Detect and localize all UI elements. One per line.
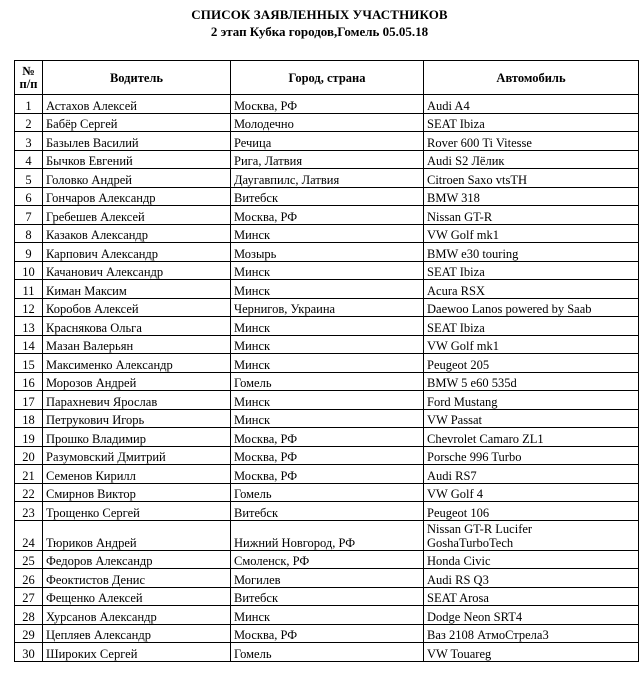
row-number: 28 bbox=[15, 606, 43, 625]
table-row bbox=[15, 317, 639, 336]
car-cell bbox=[424, 520, 639, 550]
car-cell: SEAT Ibiza bbox=[424, 261, 639, 280]
city-cell: Смоленск, РФ bbox=[231, 550, 424, 569]
table-row bbox=[15, 206, 639, 225]
car-cell: VW Golf mk1 bbox=[424, 224, 639, 243]
row-number: 4 bbox=[15, 150, 43, 169]
driver-cell: Бабёр Сергей bbox=[43, 113, 231, 132]
car-cell: SEAT Ibiza bbox=[424, 317, 639, 336]
driver-cell: Прошко Владимир bbox=[43, 428, 231, 447]
driver-cell: Краснякова Ольга bbox=[43, 317, 231, 336]
table-row bbox=[15, 280, 639, 299]
table-row bbox=[15, 569, 639, 588]
row-number: 12 bbox=[15, 298, 43, 317]
city-cell: Москва, РФ bbox=[231, 95, 424, 114]
car-cell: Rover 600 Ti Vitesse bbox=[424, 132, 639, 151]
driver-cell: Киман Максим bbox=[43, 280, 231, 299]
row-number: 7 bbox=[15, 206, 43, 225]
city-cell: Москва, РФ bbox=[231, 465, 424, 484]
city-cell: Витебск bbox=[231, 187, 424, 206]
car-line-1: Nissan GT-R Lucifer bbox=[427, 521, 533, 536]
city-cell: Молодечно bbox=[231, 113, 424, 132]
city-cell: Минск bbox=[231, 409, 424, 428]
table-row bbox=[15, 224, 639, 243]
row-number: 29 bbox=[15, 624, 43, 643]
car-cell: BMW 5 e60 535d bbox=[424, 372, 639, 391]
city-cell: Нижний Новгород, РФ bbox=[231, 520, 424, 550]
table-row bbox=[15, 587, 639, 606]
row-number: 10 bbox=[15, 261, 43, 280]
table-header-row bbox=[15, 61, 639, 95]
city-cell: Могилев bbox=[231, 569, 424, 588]
table-row bbox=[15, 335, 639, 354]
row-number: 6 bbox=[15, 187, 43, 206]
table-row bbox=[15, 298, 639, 317]
table-row bbox=[15, 624, 639, 643]
table-row bbox=[15, 391, 639, 410]
car-cell: Ваз 2108 АтмоСтрела3 bbox=[424, 624, 639, 643]
driver-cell: Парахневич Ярослав bbox=[43, 391, 231, 410]
document-subtitle: 2 этап Кубка городов,Гомель 05.05.18 bbox=[210, 24, 429, 39]
car-cell: Nissan GT-R bbox=[424, 206, 639, 225]
car-cell: Audi RS Q3 bbox=[424, 569, 639, 588]
driver-cell: Базылев Василий bbox=[43, 132, 231, 151]
row-number: 13 bbox=[15, 317, 43, 336]
row-number: 17 bbox=[15, 391, 43, 410]
column-header-number-line1: № bbox=[22, 63, 35, 78]
row-number: 23 bbox=[15, 502, 43, 521]
driver-cell: Хурсанов Александр bbox=[43, 606, 231, 625]
driver-cell: Феоктистов Денис bbox=[43, 569, 231, 588]
column-header-number bbox=[15, 61, 43, 95]
row-number: 5 bbox=[15, 169, 43, 188]
table-row bbox=[15, 113, 639, 132]
row-number: 8 bbox=[15, 224, 43, 243]
table-row bbox=[15, 409, 639, 428]
row-number: 22 bbox=[15, 483, 43, 502]
city-cell: Минск bbox=[231, 335, 424, 354]
row-number: 21 bbox=[15, 465, 43, 484]
city-cell: Мозырь bbox=[231, 243, 424, 262]
city-cell: Москва, РФ bbox=[231, 206, 424, 225]
car-cell: BMW 318 bbox=[424, 187, 639, 206]
city-cell: Минск bbox=[231, 317, 424, 336]
row-number: 14 bbox=[15, 335, 43, 354]
row-number: 30 bbox=[15, 643, 43, 662]
car-cell: Porsche 996 Turbo bbox=[424, 446, 639, 465]
city-cell: Москва, РФ bbox=[231, 624, 424, 643]
driver-cell: Максименко Александр bbox=[43, 354, 231, 373]
car-cell: Daewoo Lanos powered by Saab bbox=[424, 298, 639, 317]
car-cell: VW Golf mk1 bbox=[424, 335, 639, 354]
table-row bbox=[15, 95, 639, 114]
car-line-2: GoshaTurboTech bbox=[427, 535, 514, 550]
city-cell: Чернигов, Украина bbox=[231, 298, 424, 317]
table-row bbox=[15, 606, 639, 625]
table-row bbox=[15, 502, 639, 521]
table-row bbox=[15, 150, 639, 169]
driver-cell: Петрукович Игорь bbox=[43, 409, 231, 428]
city-cell: Витебск bbox=[231, 502, 424, 521]
car-cell: VW Golf 4 bbox=[424, 483, 639, 502]
table-row bbox=[15, 520, 639, 550]
car-cell: Audi RS7 bbox=[424, 465, 639, 484]
driver-cell: Разумовский Дмитрий bbox=[43, 446, 231, 465]
row-number: 19 bbox=[15, 428, 43, 447]
row-number: 26 bbox=[15, 569, 43, 588]
driver-cell: Головко Андрей bbox=[43, 169, 231, 188]
driver-cell: Качанович Александр bbox=[43, 261, 231, 280]
car-cell: Chevrolet Camaro ZL1 bbox=[424, 428, 639, 447]
row-number: 27 bbox=[15, 587, 43, 606]
city-cell: Гомель bbox=[231, 483, 424, 502]
table-row bbox=[15, 446, 639, 465]
city-cell: Минск bbox=[231, 280, 424, 299]
car-cell: Peugeot 205 bbox=[424, 354, 639, 373]
table-row bbox=[15, 550, 639, 569]
table-row bbox=[15, 372, 639, 391]
car-cell: Acura RSX bbox=[424, 280, 639, 299]
car-cell: Peugeot 106 bbox=[424, 502, 639, 521]
driver-cell: Карпович Александр bbox=[43, 243, 231, 262]
driver-cell: Семенов Кирилл bbox=[43, 465, 231, 484]
car-cell: Citroen Saxo vtsTH bbox=[424, 169, 639, 188]
document-title: СПИСОК ЗАЯВЛЕННЫХ УЧАСТНИКОВ bbox=[191, 7, 448, 22]
table-row bbox=[15, 428, 639, 447]
car-cell: Honda Civic bbox=[424, 550, 639, 569]
driver-cell: Цепляев Александр bbox=[43, 624, 231, 643]
driver-cell: Бычков Евгений bbox=[43, 150, 231, 169]
driver-cell: Астахов Алексей bbox=[43, 95, 231, 114]
city-cell: Гомель bbox=[231, 643, 424, 662]
driver-cell: Федоров Александр bbox=[43, 550, 231, 569]
car-cell: SEAT Arosa bbox=[424, 587, 639, 606]
table-row bbox=[15, 243, 639, 262]
table-row bbox=[15, 354, 639, 373]
row-number: 16 bbox=[15, 372, 43, 391]
car-cell: Audi A4 bbox=[424, 95, 639, 114]
city-cell: Минск bbox=[231, 261, 424, 280]
city-cell: Рига, Латвия bbox=[231, 150, 424, 169]
city-cell: Даугавпилс, Латвия bbox=[231, 169, 424, 188]
driver-cell: Гребешев Алексей bbox=[43, 206, 231, 225]
row-number: 24 bbox=[15, 520, 43, 550]
car-cell: Dodge Neon SRT4 bbox=[424, 606, 639, 625]
car-cell: Ford Mustang bbox=[424, 391, 639, 410]
city-cell: Москва, РФ bbox=[231, 446, 424, 465]
city-cell: Гомель bbox=[231, 372, 424, 391]
driver-cell: Коробов Алексей bbox=[43, 298, 231, 317]
table-row bbox=[15, 483, 639, 502]
row-number: 11 bbox=[15, 280, 43, 299]
driver-cell: Трощенко Сергей bbox=[43, 502, 231, 521]
driver-cell: Широких Сергей bbox=[43, 643, 231, 662]
table-row bbox=[15, 132, 639, 151]
city-cell: Речица bbox=[231, 132, 424, 151]
city-cell: Минск bbox=[231, 354, 424, 373]
row-number: 9 bbox=[15, 243, 43, 262]
participants-table bbox=[14, 60, 639, 662]
column-header-number-line2: п/п bbox=[19, 76, 38, 91]
city-cell: Минск bbox=[231, 391, 424, 410]
row-number: 25 bbox=[15, 550, 43, 569]
table-row bbox=[15, 465, 639, 484]
driver-cell: Смирнов Виктор bbox=[43, 483, 231, 502]
car-cell: SEAT Ibiza bbox=[424, 113, 639, 132]
table-row bbox=[15, 169, 639, 188]
driver-cell: Фещенко Алексей bbox=[43, 587, 231, 606]
row-number: 1 bbox=[15, 95, 43, 114]
table-row bbox=[15, 643, 639, 662]
city-cell: Витебск bbox=[231, 587, 424, 606]
column-header-car: Автомобиль bbox=[424, 61, 639, 95]
driver-cell: Морозов Андрей bbox=[43, 372, 231, 391]
column-header-driver: Водитель bbox=[43, 61, 231, 95]
car-cell: Audi S2 Лёлик bbox=[424, 150, 639, 169]
city-cell: Минск bbox=[231, 224, 424, 243]
driver-cell: Гончаров Александр bbox=[43, 187, 231, 206]
car-cell: BMW e30 touring bbox=[424, 243, 639, 262]
row-number: 20 bbox=[15, 446, 43, 465]
city-cell: Минск bbox=[231, 606, 424, 625]
table-row bbox=[15, 187, 639, 206]
car-cell: VW Passat bbox=[424, 409, 639, 428]
column-header-city: Город, страна bbox=[231, 61, 424, 95]
driver-cell: Казаков Александр bbox=[43, 224, 231, 243]
row-number: 2 bbox=[15, 113, 43, 132]
city-cell: Москва, РФ bbox=[231, 428, 424, 447]
row-number: 3 bbox=[15, 132, 43, 151]
row-number: 15 bbox=[15, 354, 43, 373]
car-cell: VW Touareg bbox=[424, 643, 639, 662]
driver-cell: Мазан Валерьян bbox=[43, 335, 231, 354]
table-row bbox=[15, 261, 639, 280]
row-number: 18 bbox=[15, 409, 43, 428]
driver-cell: Тюриков Андрей bbox=[43, 520, 231, 550]
